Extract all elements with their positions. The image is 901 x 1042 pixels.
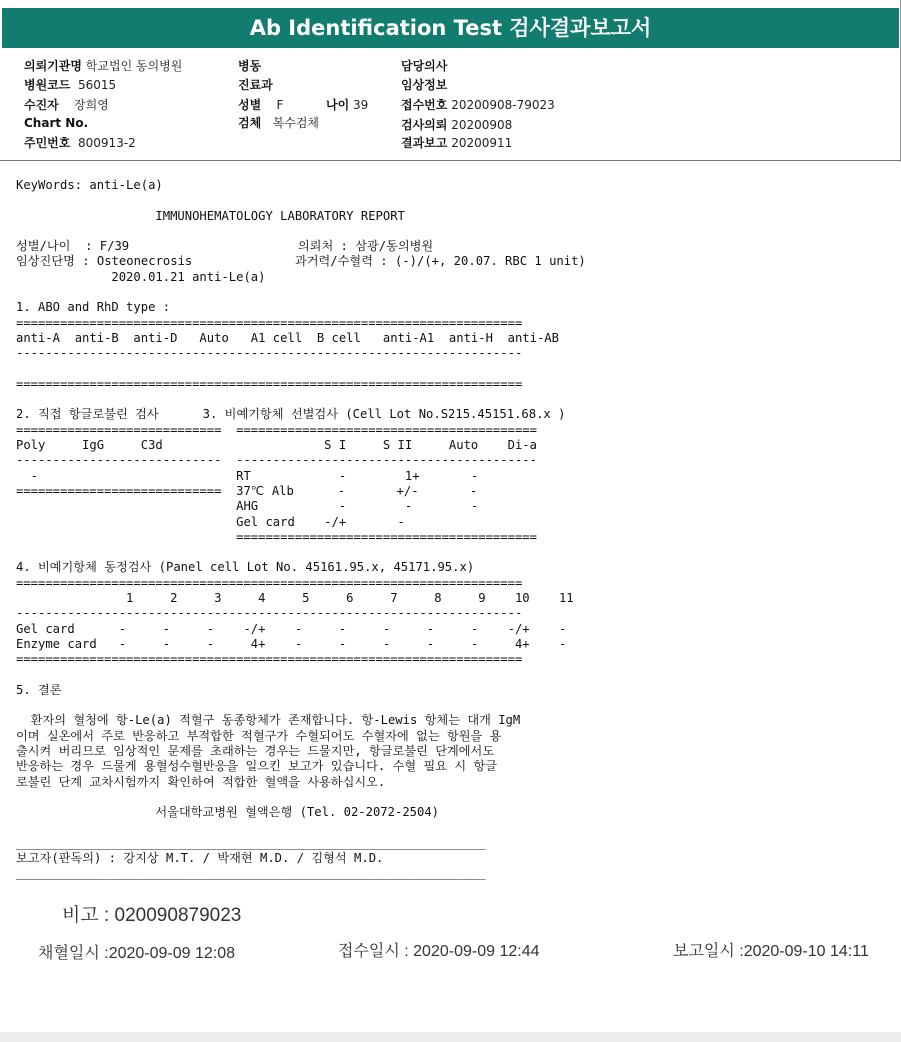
header-hospital-code: 병원코드 56015	[24, 78, 117, 92]
report-line: 로불린 단계 교차시험까지 확인하여 적합한 혈액을 사용하십시오.	[16, 774, 386, 789]
report-line: 2020.01.21 anti-Le(a)	[16, 269, 266, 284]
collection-datetime: 채혈일시 :2020-09-09 12:08	[38, 945, 236, 962]
header-sex: 성별 F	[238, 98, 284, 112]
report-line: AHG - - -	[16, 499, 479, 514]
header-chart-no: Chart No.	[24, 116, 89, 130]
header-ward: 병동	[238, 59, 262, 73]
report-line: 1 2 3 4 5 6 7 8 9 10 11	[16, 591, 574, 606]
report-line: ---------------------------------------------------------------------	[16, 346, 523, 361]
report-line: 5. 결론	[16, 682, 62, 697]
header-divider	[0, 160, 901, 161]
report-datetime: 보고일시 :2020-09-10 14:11	[673, 943, 869, 960]
report-line: 이며 실온에서 주로 반응하고 부적합한 적혈구가 수혈되어도 수혈자에 없는 항원을 용	[16, 728, 502, 743]
report-line	[16, 790, 896, 805]
report-line: =====================================================================	[16, 376, 523, 391]
report-line: ============================ 37℃ Alb - +/- -	[16, 483, 478, 498]
report-line	[16, 668, 896, 683]
header-specimen: 검체 복수검체	[238, 116, 320, 130]
report-line	[16, 545, 896, 560]
report-line: ---------------------------------------------------------------------	[16, 606, 523, 621]
report-line: - RT - 1+ -	[16, 468, 479, 483]
report-line: 출시켜 버리므로 임상적인 문제를 초래하는 경우는 드물지만, 항글로불린 단계에서도	[16, 743, 495, 758]
report-line: Enzyme card - - - 4+ - - - - - 4+ -	[16, 636, 567, 651]
header-doctor: 담당의사	[401, 59, 448, 73]
report-line: 성별/나이 : F/39 의뢰처 : 삼광/동의병원	[16, 239, 434, 254]
report-line: anti-A anti-B anti-D Auto A1 cell B cell anti-A1 anti-H anti-AB	[16, 330, 559, 345]
report-line	[16, 698, 896, 713]
report-line: 환자의 혈청에 항-Le(a) 적혈구 동종항체가 존재합니다. 항-Lewis 항체는 대개 IgM	[16, 713, 521, 728]
report-line: 임상진단명 : Osteonecrosis 과거력/수혈력 : (-)/(+, 20.07. RBC 1 unit)	[16, 254, 586, 269]
report-line	[16, 193, 896, 208]
header-receipt-no: 접수번호 20200908-79023	[401, 98, 555, 112]
report-line: KeyWords: anti-Le(a)	[16, 178, 163, 192]
report-line: 4. 비예기항체 동정검사 (Panel cell Lot No. 45161.95.x, 45171.95.x)	[16, 560, 475, 575]
header-resident-no: 주민번호 800913-2	[24, 136, 136, 150]
report-line: Poly IgG C3d S I S II Auto Di-a	[16, 438, 537, 453]
page-title: Ab Identification Test 검사결과보고서	[2, 8, 899, 48]
report-line	[16, 224, 896, 239]
report-line: 서울대학교병원 혈액은행 (Tel. 02-2072-2504)	[16, 805, 440, 820]
report-line: 보고자(판독의) : 강지상 M.T. / 박재현 M.D. / 김형석 M.D.	[16, 851, 384, 866]
footer-strip	[0, 1032, 901, 1042]
header-age: 나이 39	[326, 98, 369, 112]
report-line	[16, 285, 896, 300]
report-line: =====================================================================	[16, 575, 523, 590]
report-line: 반응하는 경우 드물게 용혈성수혈반응을 일으킨 보고가 있습니다. 수혈 필요 시 항글	[16, 759, 497, 774]
header-report-date: 결과보고 20200911	[401, 136, 513, 150]
report-line	[16, 820, 896, 835]
report-line: =====================================================================	[16, 652, 523, 667]
report-line: IMMUNOHEMATOLOGY LABORATORY REPORT	[16, 208, 405, 223]
report-line: ________________________________________________________________	[16, 866, 486, 881]
header-hospital: 의뢰기관명 학교법인 동의병원	[24, 59, 183, 73]
header-department: 진료과	[238, 78, 273, 92]
report-line	[16, 392, 896, 407]
header-request-date: 검사의뢰 20200908	[401, 118, 513, 132]
report-line: ________________________________________________________________	[16, 835, 486, 850]
report-line: 2. 직접 항글로불린 검사 3. 비예기항체 선별검사 (Cell Lot No.S215.45151.68.x )	[16, 407, 566, 422]
receipt-datetime: 접수일시 : 2020-09-09 12:44	[338, 943, 540, 960]
header-patient: 수진자 장희영	[24, 98, 109, 112]
header-clinical-info: 임상정보	[401, 78, 448, 92]
note-field: 비고 : 020090879023	[62, 905, 242, 926]
report-line: Gel card - - - -/+ - - - - - -/+ -	[16, 621, 567, 636]
lab-report-body	[16, 178, 896, 882]
report-line: =========================================	[16, 529, 537, 544]
report-line: 1. ABO and RhD type :	[16, 300, 171, 315]
report-line: Gel card -/+ -	[16, 514, 405, 529]
report-line: ---------------------------- -----------------------------------------	[16, 453, 537, 468]
report-line: =====================================================================	[16, 315, 523, 330]
report-line: ============================ =========================================	[16, 422, 537, 437]
report-line	[16, 362, 896, 377]
